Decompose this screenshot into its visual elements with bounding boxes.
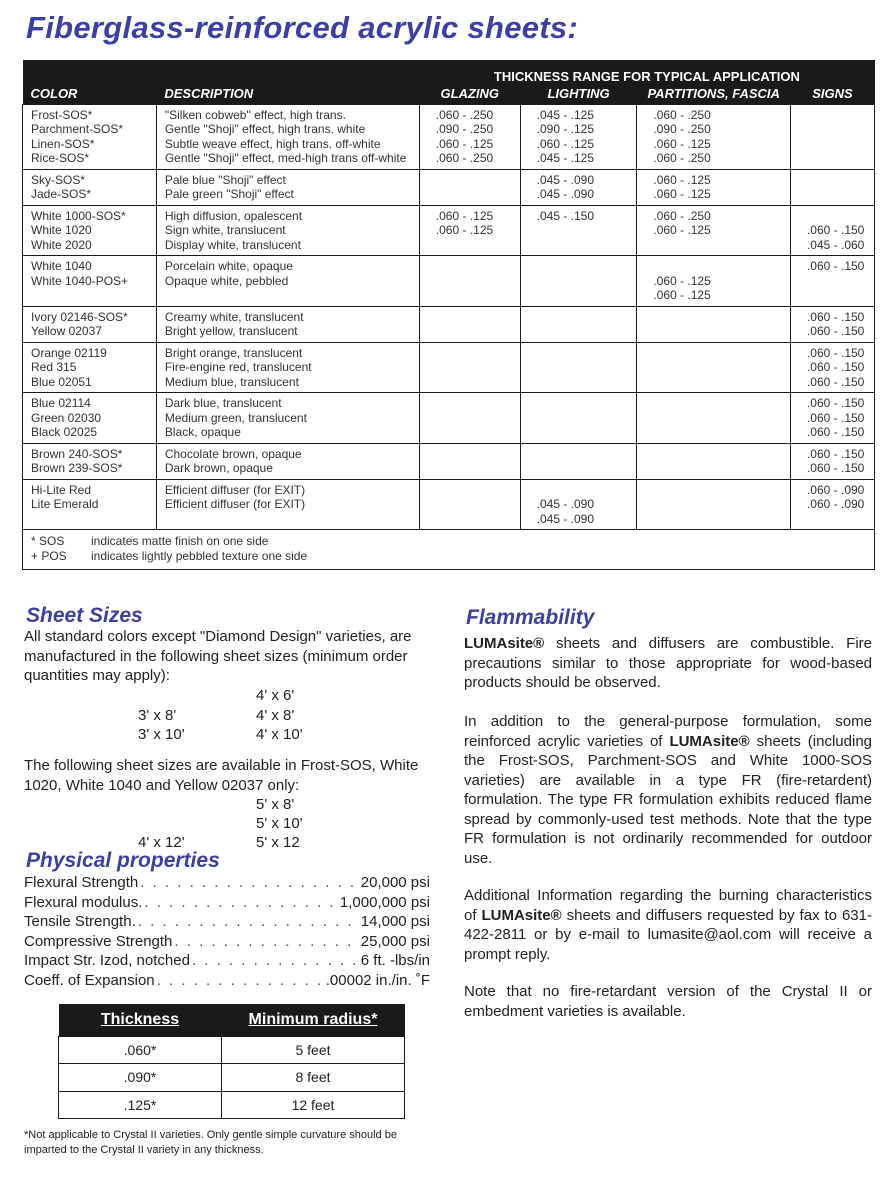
- header-signs: SIGNS: [790, 84, 874, 104]
- partitions-cell: [637, 342, 791, 393]
- sheet-sizes-intro: All standard colors except "Diamond Design" varieties, are manufactured in the following sheet sizes (minimum order quantities may apply):: [24, 628, 412, 684]
- header-glazing: GLAZING: [419, 84, 520, 104]
- table-row: [23, 169, 875, 205]
- property-row: [24, 893, 430, 913]
- flammability-paragraph-2: In addition to the general-purpose formulation, some reinforced acrylic varieties of LUMAsite® sheets (including the Frost-SOS, Parchment-SOS and White 1000-SOS varieties) are available in a type FR (fire-retardent) formulation. The type FR formulation exhibits reduced flame spread by commonly-used test methods. Note that the type FR formulation is not ordinarily recommended for outdoor use.: [464, 713, 872, 867]
- property-row: [24, 951, 430, 971]
- property-value: 6 ft. -lbs/in: [360, 952, 430, 969]
- signs-cell: .060 - .090 .060 - .090: [790, 479, 874, 530]
- color-cell: White 1000-SOS* White 1020 White 2020: [23, 205, 157, 256]
- glazing-cell: [419, 306, 520, 342]
- property-value: 1,000,000 psi: [339, 893, 430, 911]
- size-item: 5' x 8': [256, 796, 295, 813]
- description-cell: "Silken cobweb" effect, high trans. Gentle "Shoji" effect, high trans. white Subtle weave effect, high trans. off-white Gentle "Shoji" effect, med-high trans off-white: [156, 104, 419, 169]
- dot-leader: [172, 932, 360, 952]
- special-sizes-intro: The following sheet sizes are available in Frost-SOS, White 1020, White 1040 and Yellow 02037 only:: [24, 757, 419, 794]
- color-cell: White 1040 White 1040-POS+: [23, 256, 157, 307]
- thickness-range-table: [22, 60, 875, 570]
- size-item: 3' x 8': [138, 707, 177, 724]
- radius-footnote: *Not applicable to Crystal II varieties. Only gentle simple curvature should be imparted to the Crystal II variety in any thickness.: [24, 1129, 397, 1156]
- header-partitions: PARTITIONS, FASCIA: [637, 84, 791, 104]
- signs-cell: .060 - .150 .060 - .150 .060 - .150: [790, 342, 874, 393]
- signs-cell: .060 - .150 .060 - .150: [790, 443, 874, 479]
- property-row: [24, 912, 430, 932]
- table-row: .060* 5 feet: [59, 1036, 405, 1064]
- signs-cell: .060 - .150 .060 - .150: [790, 306, 874, 342]
- description-cell: High diffusion, opalescent Sign white, translucent Display white, translucent: [156, 205, 419, 256]
- dot-leader: [190, 951, 361, 971]
- size-item: 3' x 10': [138, 726, 185, 743]
- glazing-cell: [419, 169, 520, 205]
- partitions-cell: .060 - .250 .090 - .250 .060 - .125 .060 - .250: [637, 104, 791, 169]
- lighting-cell: .045 - .150: [520, 205, 637, 256]
- partitions-cell: [637, 306, 791, 342]
- property-label: Flexural modulus.: [24, 893, 143, 911]
- property-label: Coeff. of Expansion: [24, 971, 155, 989]
- header-minimum-radius: Minimum radius*: [222, 1004, 405, 1036]
- dot-leader: [142, 893, 340, 913]
- table-row: [23, 443, 875, 479]
- table-row: .125* 12 feet: [59, 1091, 405, 1119]
- signs-cell: .060 - .150 .045 - .060: [790, 205, 874, 256]
- description-cell: Efficient diffuser (for EXIT) Efficient diffuser (for EXIT): [156, 479, 419, 530]
- lighting-cell: .045 - .125 .090 - .125 .060 - .125 .045 - .125: [520, 104, 637, 169]
- glazing-cell: [419, 342, 520, 393]
- property-row: [24, 873, 430, 893]
- lighting-cell: [520, 393, 637, 444]
- lighting-cell: [520, 342, 637, 393]
- color-cell: Brown 240-SOS* Brown 239-SOS*: [23, 443, 157, 479]
- size-item: 4' x 8': [256, 707, 295, 724]
- lighting-cell: [520, 306, 637, 342]
- table-row: [23, 306, 875, 342]
- color-cell: Ivory 02146-SOS* Yellow 02037: [23, 306, 157, 342]
- partitions-cell: [637, 479, 791, 530]
- signs-cell: .060 - .150 .060 - .150 .060 - .150: [790, 393, 874, 444]
- table-row: [23, 342, 875, 393]
- glazing-cell: .060 - .125 .060 - .125: [419, 205, 520, 256]
- sheet-sizes-title: Sheet Sizes: [26, 604, 143, 627]
- table-row: [23, 256, 875, 307]
- table-row: .090* 8 feet: [59, 1064, 405, 1092]
- property-value: 14,000 psi: [360, 913, 430, 930]
- header-lighting: LIGHTING: [520, 84, 637, 104]
- property-value: 20,000 psi: [360, 874, 430, 891]
- signs-cell: [790, 169, 874, 205]
- dot-leader: [138, 873, 361, 893]
- partitions-cell: .060 - .125 .060 - .125: [637, 169, 791, 205]
- note-line: + POS indicates lightly pebbled texture one side: [31, 548, 308, 563]
- property-value: 25,000 psi: [360, 932, 430, 950]
- signs-cell: .060 - .150: [790, 256, 874, 307]
- description-cell: Porcelain white, opaque Opaque white, pebbled: [156, 256, 419, 307]
- lighting-cell: [520, 443, 637, 479]
- physical-properties-list: [24, 873, 430, 990]
- description-cell: Bright orange, translucent Fire-engine red, translucent Medium blue, translucent: [156, 342, 419, 393]
- property-label: Tensile Strength.: [24, 913, 136, 930]
- header-description: DESCRIPTION: [156, 84, 419, 104]
- description-cell: Chocolate brown, opaque Dark brown, opaque: [156, 443, 419, 479]
- page-title: Fiberglass-reinforced acrylic sheets:: [26, 10, 579, 45]
- dot-leader: [136, 912, 361, 932]
- glazing-cell: [419, 256, 520, 307]
- notes-row: [23, 530, 875, 570]
- flammability-paragraph-3: Additional Information regarding the burning characteristics of LUMAsite® sheets and diffusers requested by fax to 631-422-2811 or by e-mail to lumasite@aol.com will receive a prompt reply.: [464, 887, 872, 963]
- glazing-cell: .060 - .250 .090 - .250 .060 - .125 .060 - .250: [419, 104, 520, 169]
- property-row: [24, 971, 430, 991]
- table-row: [23, 104, 875, 169]
- color-cell: Hi-Lite Red Lite Emerald: [23, 479, 157, 530]
- glazing-cell: [419, 443, 520, 479]
- property-label: Compressive Strength: [24, 932, 173, 950]
- description-cell: Dark blue, translucent Medium green, translucent Black, opaque: [156, 393, 419, 444]
- size-item: 4' x 6': [256, 687, 295, 704]
- glazing-cell: [419, 393, 520, 444]
- description-cell: Creamy white, translucent Bright yellow, translucent: [156, 306, 419, 342]
- partitions-cell: [637, 393, 791, 444]
- dot-leader: [155, 971, 326, 991]
- property-row: [24, 932, 430, 952]
- physical-properties-title: Physical properties: [26, 849, 220, 872]
- header-thickness: Thickness: [59, 1004, 222, 1036]
- radius-table: [58, 1004, 405, 1119]
- lighting-cell: [520, 256, 637, 307]
- partitions-cell: .060 - .125 .060 - .125: [637, 256, 791, 307]
- color-cell: Sky-SOS* Jade-SOS*: [23, 169, 157, 205]
- color-cell: Blue 02114 Green 02030 Black 02025: [23, 393, 157, 444]
- partitions-cell: .060 - .250 .060 - .125: [637, 205, 791, 256]
- lighting-cell: .045 - .090 .045 - .090: [520, 479, 637, 530]
- size-item: 5' x 12: [256, 834, 300, 851]
- size-item: 5' x 10': [256, 815, 303, 832]
- thickness-range-header: THICKNESS RANGE FOR TYPICAL APPLICATION: [419, 60, 874, 84]
- property-value: .00002 in./in. ˚F: [325, 971, 430, 989]
- glazing-cell: [419, 479, 520, 530]
- color-cell: Orange 02119 Red 315 Blue 02051: [23, 342, 157, 393]
- size-item: 4' x 10': [256, 726, 303, 743]
- lighting-cell: .045 - .090 .045 - .090: [520, 169, 637, 205]
- flammability-paragraph-4: Note that no fire-retardant version of the Crystal II or embedment varieties is available.: [464, 983, 872, 1020]
- table-row: [23, 479, 875, 530]
- header-color: COLOR: [23, 84, 157, 104]
- note-line: * SOS indicates matte finish on one side: [31, 534, 269, 548]
- flammability-title: Flammability: [466, 606, 595, 629]
- table-row: [23, 205, 875, 256]
- property-label: Impact Str. Izod, notched: [24, 952, 190, 969]
- partitions-cell: [637, 443, 791, 479]
- flammability-paragraph-1: LUMAsite® sheets and diffusers are combustible. Fire precautions similar to those appropriate for wood-based products should be observed.: [464, 635, 872, 691]
- signs-cell: [790, 104, 874, 169]
- description-cell: Pale blue "Shoji" effect Pale green "Shoji" effect: [156, 169, 419, 205]
- property-label: Flexural Strength: [24, 874, 139, 891]
- size-item: 4' x 12': [138, 834, 185, 851]
- color-cell: Frost-SOS* Parchment-SOS* Linen-SOS* Rice-SOS*: [23, 104, 157, 169]
- table-row: [23, 393, 875, 444]
